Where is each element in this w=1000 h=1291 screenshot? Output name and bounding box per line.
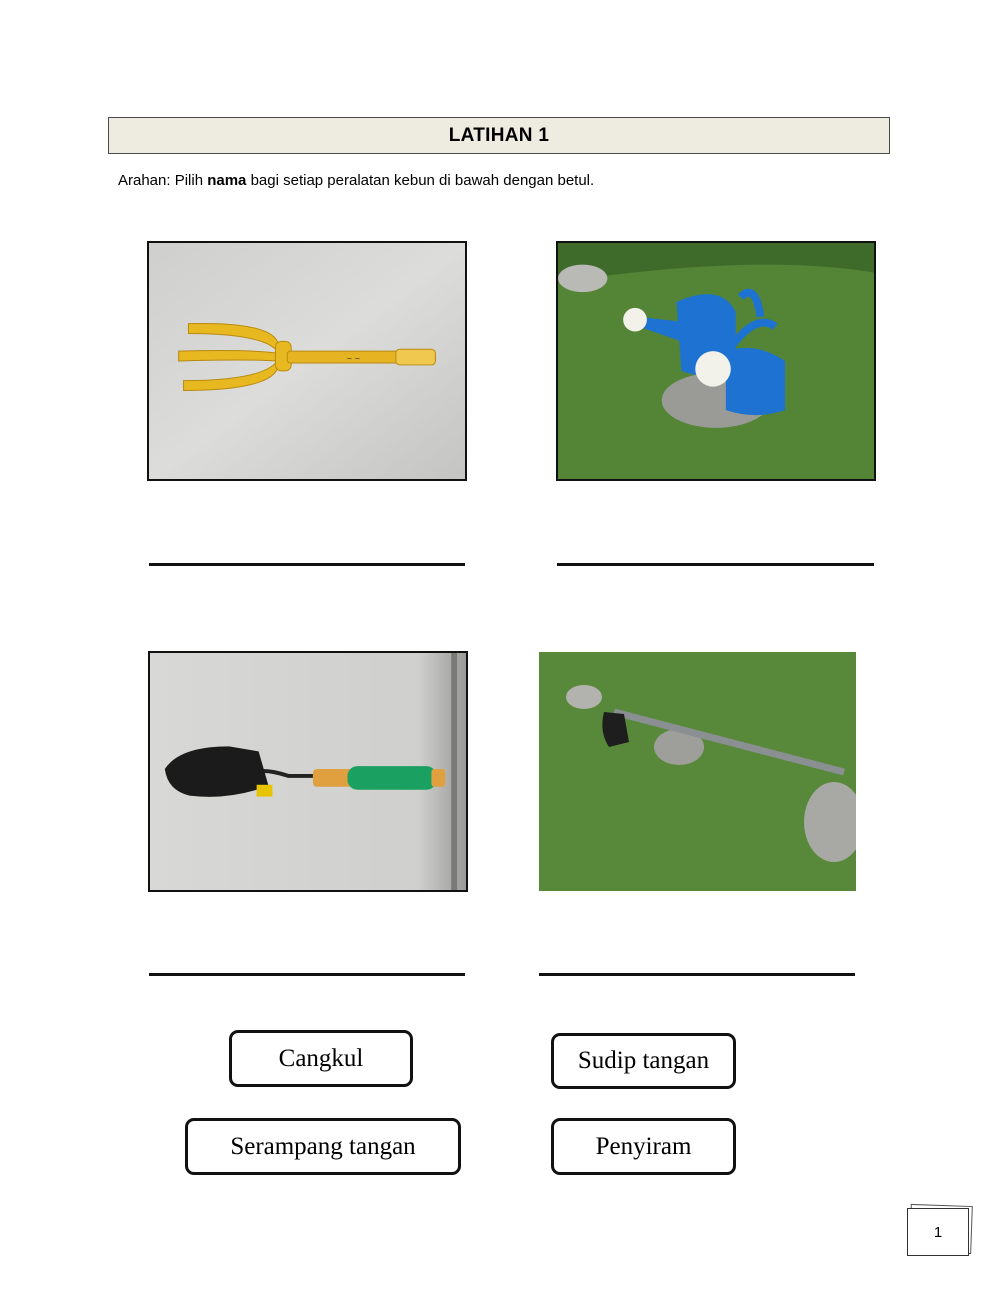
answer-line-1[interactable] [149,563,465,566]
option-sudip-tangan[interactable] [551,1033,736,1089]
instructions [118,172,594,189]
page-number-text: 1 [933,1223,943,1241]
hoe-image [539,652,856,891]
hand-fork-image [147,241,467,481]
option-penyiram[interactable] [551,1118,736,1175]
option-serampang-tangan[interactable] [185,1118,461,1175]
answer-line-4[interactable] [539,973,855,976]
trowel-image [148,651,468,892]
option-cangkul[interactable] [229,1030,413,1087]
option-cangkul-label: Cangkul [278,1044,364,1072]
worksheet-title-text: LATIHAN 1 [448,124,550,146]
worksheet-title [108,117,890,154]
answer-line-3[interactable] [149,973,465,976]
instruction-suffix: bagi setiap peralatan kebun di bawah dengan betul. [246,172,595,189]
option-serampang-tangan-label: Serampang tangan [230,1132,416,1160]
svg-text:~ ~: ~ ~ [346,355,361,363]
option-sudip-tangan-label: Sudip tangan [577,1047,710,1074]
watering-can-image [556,241,876,481]
option-penyiram-label: Penyiram [595,1132,692,1160]
instruction-prefix: Arahan: Pilih [118,172,208,189]
instruction-bold: nama [207,172,247,189]
answer-line-2[interactable] [557,563,874,566]
page-number [907,1208,969,1256]
